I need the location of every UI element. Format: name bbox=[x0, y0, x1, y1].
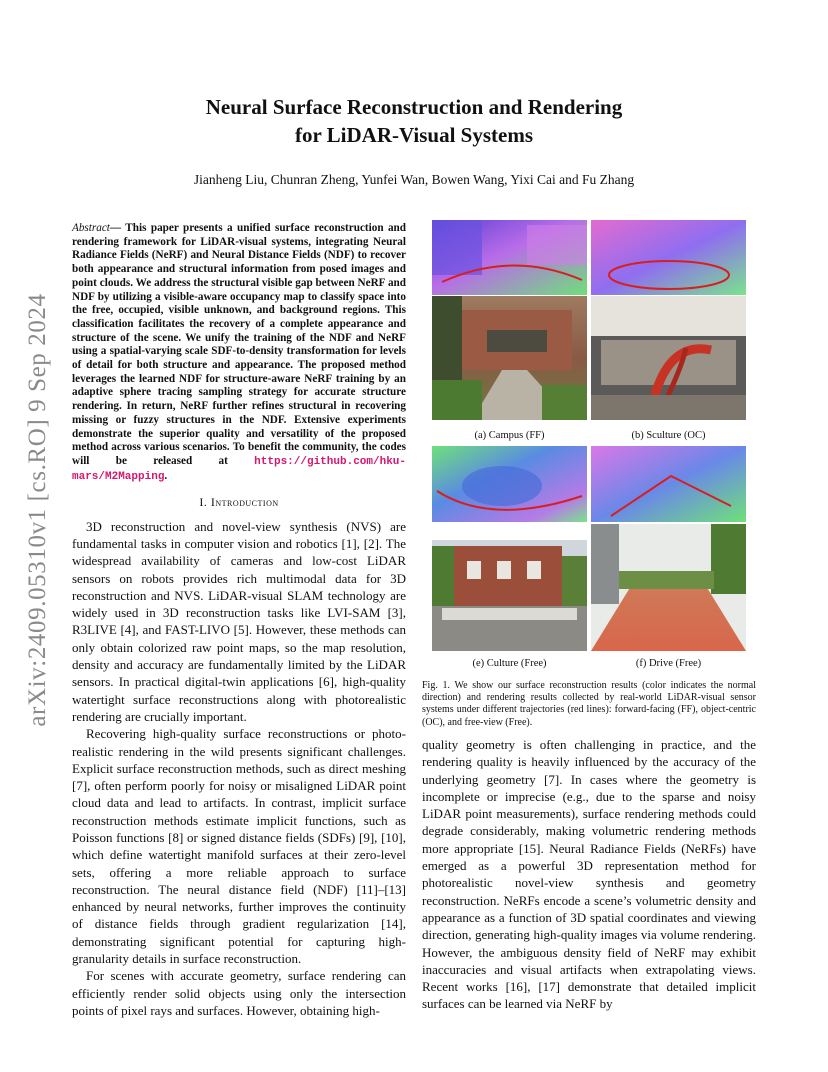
subfigure-campus bbox=[432, 220, 587, 425]
abstract bbox=[72, 222, 406, 484]
subcaption-b: (b) Sculture (OC) bbox=[631, 430, 706, 441]
abstract-label: Abstract bbox=[72, 222, 110, 234]
campus-mesh-image bbox=[432, 220, 587, 420]
left-column bbox=[72, 222, 406, 1019]
intro-paragraph-3: For scenes with accurate geometry, surface rendering can efficiently render solid objects using only the intersection points of pixel rays and surfaces. However, obtaining high- bbox=[72, 968, 406, 1018]
arxiv-identifier bbox=[20, 290, 56, 730]
right-paragraph: quality geometry is often challenging in practice, and the rendering quality is heavily influenced by the accuracy of the underlying geometry [7]. In cases where the geometry is incomplete or imprecise (e.g., due to the sparse and noisy LiDAR point measurements), surface rendering methods could degrade considerably, making volumetric rendering methods more appropriate [15]. Neural Radiance Fields (NeRFs) have emerged as a powerful 3D representation method for photorealistic novel-view synthesis and geometry reconstruction. NeRFs encode a scene’s volumetric density and appearance as a function of 3D spatial coordinates and viewing direction, generating high-quality images via volume rendering. However, the ambiguous density field of NeRF may exhibit inaccuracies and visual artifacts when extrapolating views. Recent works [16], [17] demonstrate that detailed implicit surfaces can be learned via NeRF by bbox=[422, 737, 756, 1012]
subcaption-a: (a) Campus (FF) bbox=[474, 430, 545, 441]
code-link[interactable]: https://github.com/hku-mars/M2Mapping bbox=[72, 455, 406, 483]
title-line-1: Neural Surface Reconstruction and Rendering bbox=[205, 95, 623, 119]
arxiv-identifier-text: arXiv:2409.05310v1 [cs.RO] 9 Sep 2024 bbox=[24, 293, 51, 727]
subfigure-sculpture bbox=[591, 220, 746, 425]
author-list: Jianheng Liu, Chunran Zheng, Yunfei Wan, Bowen Wang, Yixi Cai and Fu Zhang bbox=[193, 172, 635, 187]
title-line-2: for LiDAR-Visual Systems bbox=[294, 123, 533, 147]
section-heading-introduction: I. Introduction bbox=[199, 495, 279, 510]
intro-paragraph-2: Recovering high-quality surface reconstructions or photo-realistic rendering in the wild presents significant challenges. Explicit surface reconstruction methods, such as direct meshing [7], often perform poorly for noisy or misaligned LiDAR point cloud data and lead to artifacts. In contrast, implicit surface reconstruction methods estimate implicit functions, such as Poisson functions [8] or signed distance fields (SDFs) [9], [10], which define watertight manifold surfaces at their zero-level sets, offering a more reliable approach to surface reconstruction. The neural distance field (NDF) [11]–[13] enhanced by neural networks, further improves the continuity of distance fields through gradient regularization [14], demonstrating significant potential for capturing high-granularity details in surface reconstruction. bbox=[72, 726, 406, 967]
sculpture-mesh-image bbox=[591, 220, 746, 420]
subcaption-f: (f) Drive (Free) bbox=[635, 658, 702, 669]
paper-title bbox=[0, 93, 828, 149]
subfigure-drive bbox=[591, 446, 746, 656]
intro-paragraph-1: 3D reconstruction and novel-view synthesis (NVS) are fundamental tasks in computer vision and robotics [1], [2]. The widespread availability of cameras and low-cost LiDAR sensors on robots provides rich multimodal data for 3D reconstruction and NVS. LiDAR-visual SLAM technology are widely used in 3D reconstruction tasks like LVI-SAM [3], R3LIVE [4], and FAST-LIVO [5]. However, these methods can only obtain colorized raw point maps, so the map resolution, density and accuracy are fundamentally limited by the LiDAR sensors. In practical digital-twin applications [6], high-quality watertight surface reconstructions along with photorealistic rendering are crucially important. bbox=[72, 518, 406, 724]
drive-mesh-image bbox=[591, 446, 746, 651]
right-column bbox=[422, 736, 756, 1013]
abstract-end: . bbox=[164, 469, 168, 482]
subfigure-culture bbox=[432, 446, 587, 656]
abstract-text: — This paper presents a unified surface reconstruction and rendering framework for LiDAR-visual systems, integrating Neural Radiance Fields (NeRF) and Neural Distance Fields (NDF) to recover both appearance and structural information from posed images and point clouds. We address the structural visible gap between NeRF and NDF by utilizing a visible-aware occupancy map to classify space into the free, occupied, visible unknown, and background regions. This classification facilitates the recovery of a complete appearance and structure of the scene. We unify the training of the NDF and NeRF using a spatial-varying scale SDF-to-density transformation for levels of detail for both structure and appearance. The proposed method leverages the learned NDF for structure-aware NeRF training by an adaptive sphere tracing sampling strategy for accurate structure rendering. In return, NeRF further refines structural in recovering missing or fuzzy structures in the NDF. Extensive experiments demonstrate the superior quality and versatility of the proposed method across various scenarios. To benefit the community, the codes will be released at bbox=[72, 222, 406, 467]
culture-mesh-image bbox=[432, 446, 587, 651]
figure-caption: Fig. 1. We show our surface reconstruction results (color indicates the normal direction) and rendering results collected by real-world LiDAR-visual sensor systems under different trajectories (red lines): forward-facing (FF), object-centric (OC), and free-view (Free). bbox=[422, 680, 756, 728]
subcaption-e: (e) Culture (Free) bbox=[472, 658, 547, 669]
